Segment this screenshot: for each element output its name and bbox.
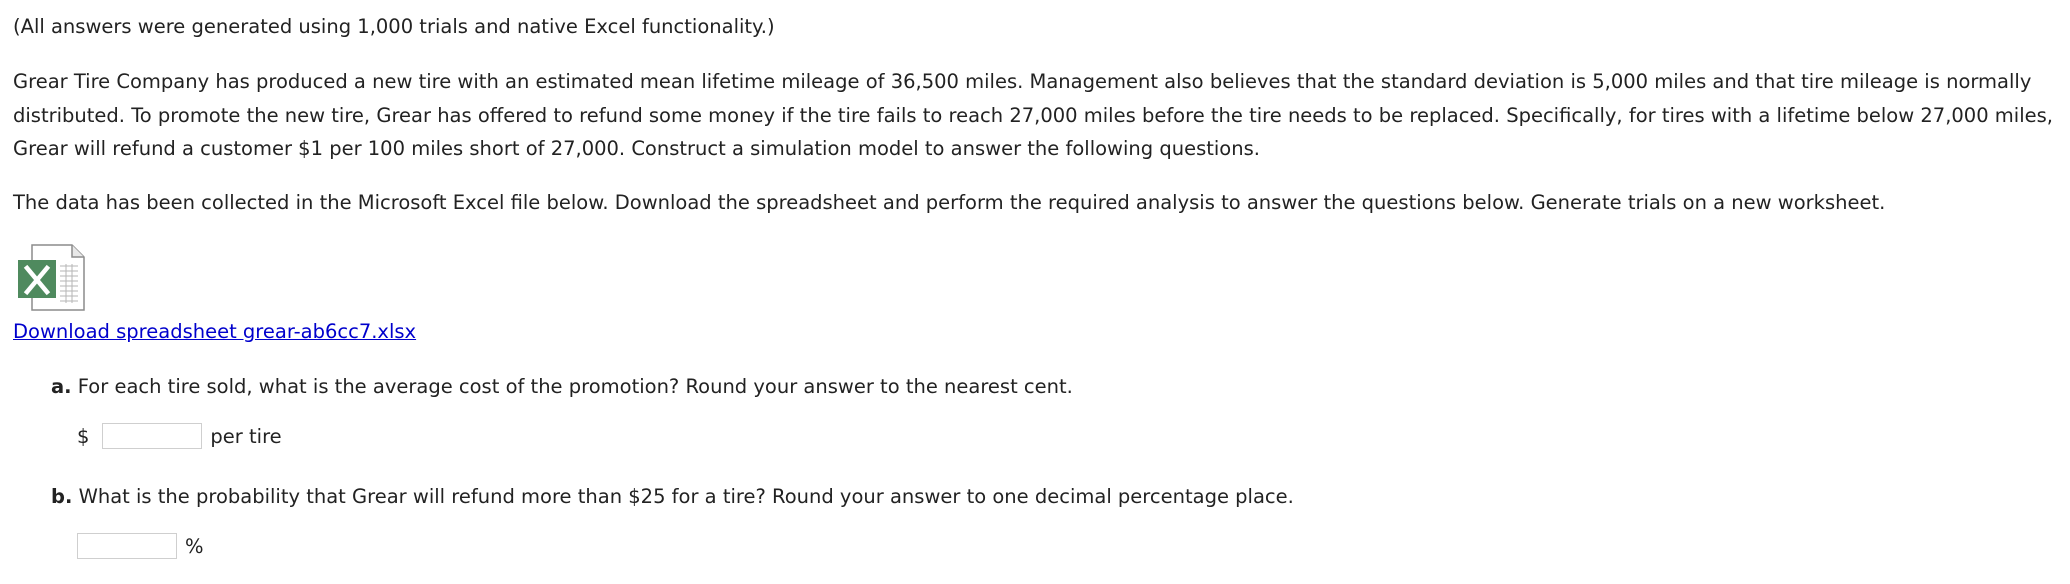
answer-b-unit: % — [185, 534, 204, 558]
question-a-text: For each tire sold, what is the average cost of the promotion? Round your answer to the nearest cent. — [77, 375, 1073, 398]
dollar-sign-prefix: $ — [77, 424, 90, 448]
excel-file-icon[interactable] — [14, 244, 86, 312]
question-b-text: What is the probability that Grear will refund more than $25 for a tire? Round your answer to one decimal percentage place. — [78, 485, 1294, 508]
download-spreadsheet-link[interactable]: Download spreadsheet grear-ab6cc7.xlsx — [13, 320, 417, 343]
answer-a-row — [77, 423, 282, 449]
answer-a-unit: per tire — [210, 424, 282, 448]
instructions-note: (All answers were generated using 1,000 trials and native Excel functionality.) — [13, 15, 775, 38]
question-a-label: a. — [51, 375, 72, 398]
problem-paragraph: Grear Tire Company has produced a new tire with an estimated mean lifetime mileage of 36,500 miles. Management also believes that the standard deviation is 5,000 miles and that tire mileage is normally distributed. To promote the new tire, Grear has offered to refund some money if the tire fails to reach 27,000 miles before the tire needs to be replaced. Specifically, for tires with a lifetime below 27,000 miles, Grear will refund a customer $1 per 100 miles short of 27,000. Construct a simulation model to answer the following questions. — [13, 70, 2053, 160]
question-b — [51, 485, 1294, 508]
answer-a-input[interactable] — [102, 423, 202, 449]
question-a — [51, 375, 1073, 398]
question-b-label: b. — [51, 485, 73, 508]
answer-b-row — [77, 533, 204, 559]
answer-b-input[interactable] — [77, 533, 177, 559]
data-note: The data has been collected in the Microsoft Excel file below. Download the spreadsheet and perform the required analysis to answer the questions below. Generate trials on a new worksheet. — [13, 191, 1886, 214]
